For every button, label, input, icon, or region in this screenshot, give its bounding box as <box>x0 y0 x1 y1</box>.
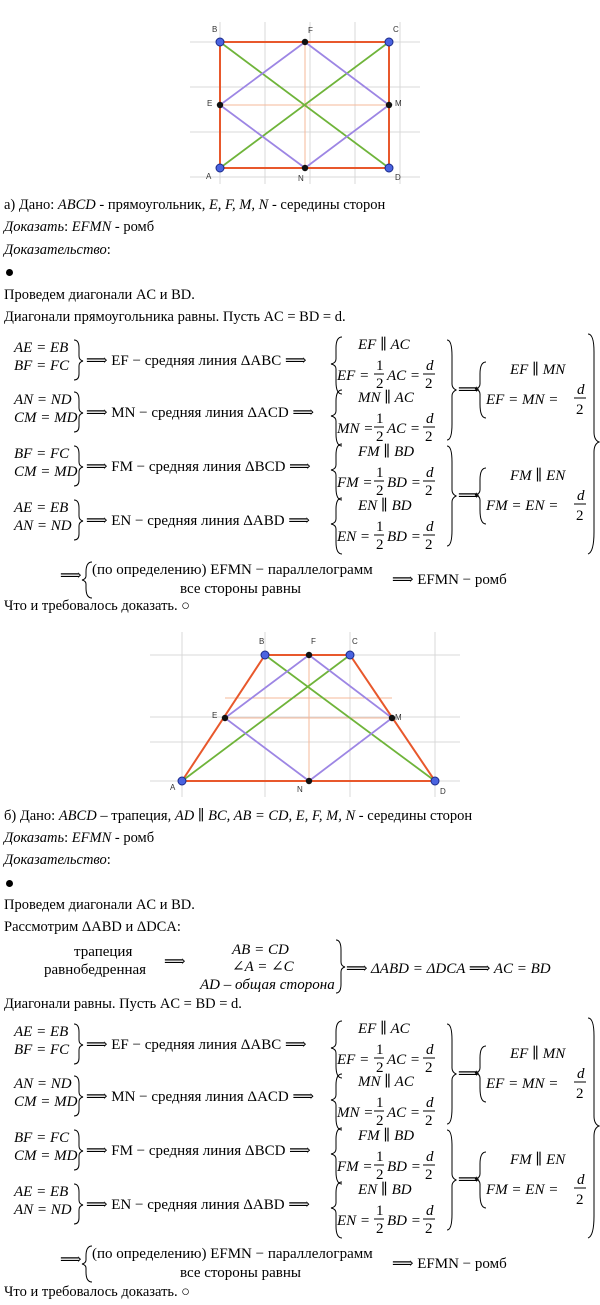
svg-text:⟹ EF − средняя линия ΔABC ⟹: ⟹ EF − средняя линия ΔABC ⟹ <box>86 353 307 369</box>
label-m: M <box>395 99 402 108</box>
svg-text:BF = FC: BF = FC <box>14 1042 70 1058</box>
svg-text:1: 1 <box>376 411 384 427</box>
svg-text:BF = FC: BF = FC <box>14 446 70 462</box>
svg-text:d: d <box>426 358 434 374</box>
svg-text:⟹ EFMN − ромб: ⟹ EFMN − ромб <box>392 1256 507 1272</box>
proof-label-a: Доказательство: <box>4 242 111 258</box>
label-d2: D <box>440 787 446 796</box>
svg-text:все стороны равны: все стороны равны <box>180 1265 301 1281</box>
svg-text:MN ∥ AC: MN ∥ AC <box>358 1074 414 1090</box>
svg-text:EN =: EN = <box>337 529 371 545</box>
svg-text:AN = ND: AN = ND <box>14 392 72 408</box>
svg-text:2: 2 <box>425 1113 433 1129</box>
svg-text:2: 2 <box>576 508 584 524</box>
svg-text:BF = FC: BF = FC <box>14 1130 70 1146</box>
bullet-a <box>6 269 13 276</box>
svg-text:FM ∥ EN: FM ∥ EN <box>510 468 566 484</box>
svg-text:EN =: EN = <box>337 1213 371 1229</box>
svg-text:2: 2 <box>576 402 584 418</box>
step1-a: Проведем диагонали AC и BD. <box>4 287 195 303</box>
svg-text:d: d <box>426 411 434 427</box>
svg-text:EF =: EF = <box>337 368 370 384</box>
svg-text:1: 1 <box>376 465 384 481</box>
svg-text:FM ∥ BD: FM ∥ BD <box>358 1128 415 1144</box>
svg-text:MN =: MN = <box>337 1105 374 1121</box>
label-a2: A <box>170 783 176 792</box>
svg-text:AC =: AC = <box>387 1105 421 1121</box>
trapezoid-congruence <box>0 938 600 996</box>
svg-text:d: d <box>426 519 434 535</box>
svg-text:все стороны равны: все стороны равны <box>180 581 301 597</box>
svg-text:d: d <box>577 382 585 398</box>
svg-text:BD =: BD = <box>387 529 421 545</box>
svg-text:2: 2 <box>425 429 433 445</box>
svg-text:d: d <box>426 1042 434 1058</box>
step2-a: Диагонали прямоугольника равны. Пусть AC = BD = d. <box>4 309 346 325</box>
svg-text:(по определению) EFMN − парал: (по определению) EFMN − параллелограмм <box>92 562 373 578</box>
svg-text:FM ∥ EN: FM ∥ EN <box>510 1152 566 1168</box>
svg-text:2: 2 <box>576 1086 584 1102</box>
svg-text:CM = MD: CM = MD <box>14 1094 78 1110</box>
svg-text:BD =: BD = <box>387 475 421 491</box>
svg-text:AE = EB: AE = EB <box>14 500 69 516</box>
label-c: C <box>393 25 399 34</box>
given-a: а) Дано: ABCD - прямоугольник, E, F, M, N - середины сторон <box>4 197 386 213</box>
svg-text:d: d <box>577 488 585 504</box>
svg-text:AN = ND: AN = ND <box>14 1202 72 1218</box>
svg-text:EF ∥ MN: EF ∥ MN <box>510 1046 566 1062</box>
svg-text:BD =: BD = <box>387 1213 421 1229</box>
svg-text:2: 2 <box>576 1192 584 1208</box>
done-a: Что и требовалось доказать. ○ <box>4 598 191 614</box>
svg-text:EN ∥ BD: EN ∥ BD <box>358 498 412 514</box>
svg-text:2: 2 <box>376 483 384 499</box>
svg-text:2: 2 <box>376 1167 384 1183</box>
svg-text:2: 2 <box>376 1221 384 1237</box>
svg-text:d: d <box>426 1203 434 1219</box>
svg-text:MN =: MN = <box>337 421 374 437</box>
svg-text:EF ∥ AC: EF ∥ AC <box>358 1021 410 1037</box>
proof-block-a <box>0 332 600 622</box>
label-b: B <box>212 25 218 34</box>
given-b: б) Дано: ABCD – трапеция, AD ∥ BC, AB = CD, E, F, M, N - середины сторон <box>4 808 473 824</box>
svg-text:CM = MD: CM = MD <box>14 410 78 426</box>
svg-text:AC =: AC = <box>387 368 421 384</box>
svg-text:d: d <box>426 1149 434 1165</box>
svg-text:FM =: FM = <box>337 1159 373 1175</box>
prove-b: Доказать: EFMN - ромб <box>4 830 155 846</box>
svg-text:AE = EB: AE = EB <box>14 1024 69 1040</box>
svg-text:d: d <box>426 1095 434 1111</box>
svg-text:FM = EN =: FM = EN = <box>486 498 559 514</box>
svg-text:1: 1 <box>376 1042 384 1058</box>
svg-text:EF ∥ MN: EF ∥ MN <box>510 362 566 378</box>
svg-text:FM =: FM = <box>337 475 373 491</box>
label-a: A <box>206 172 212 181</box>
label-f2: F <box>311 637 316 646</box>
svg-text:⟹ EN − средняя линия ΔABD ⟹: ⟹ EN − средняя линия ΔABD ⟹ <box>86 1197 310 1213</box>
svg-text:⟹: ⟹ <box>164 954 186 970</box>
svg-text:⟹: ⟹ <box>458 1066 480 1082</box>
svg-text:(по определению) EFMN − парал: (по определению) EFMN − параллелограмм <box>92 1246 373 1262</box>
label-m2: M <box>395 713 402 722</box>
svg-text:2: 2 <box>425 483 433 499</box>
svg-text:2: 2 <box>376 1113 384 1129</box>
step2-b: Рассмотрим ΔABD и ΔDCA: <box>4 919 181 935</box>
svg-text:1: 1 <box>376 1203 384 1219</box>
svg-text:∠A = ∠C: ∠A = ∠C <box>232 959 294 975</box>
svg-text:2: 2 <box>425 1221 433 1237</box>
svg-text:EF = MN =: EF = MN = <box>486 1076 559 1092</box>
svg-text:⟹ MN − средняя линия ΔACD ⟹: ⟹ MN − средняя линия ΔACD ⟹ <box>86 1089 314 1105</box>
svg-text:EF =: EF = <box>337 1052 370 1068</box>
svg-text:⟹ FM − средняя линия ΔBCD ⟹: ⟹ FM − средняя линия ΔBCD ⟹ <box>86 459 311 475</box>
svg-text:AN = ND: AN = ND <box>14 1076 72 1092</box>
svg-text:2: 2 <box>376 537 384 553</box>
svg-text:⟹ ΔABD = ΔDCA ⟹ AC = BD: ⟹ ΔABD = ΔDCA ⟹ AC = BD <box>346 961 551 977</box>
done-b: Что и требовалось доказать. ○ <box>4 1284 191 1300</box>
svg-text:AE = EB: AE = EB <box>14 1184 69 1200</box>
svg-text:CM = MD: CM = MD <box>14 464 78 480</box>
figure-rectangle <box>190 22 420 184</box>
svg-text:трапеция: трапеция <box>74 944 133 960</box>
svg-text:1: 1 <box>376 519 384 535</box>
label-n2: N <box>297 785 303 794</box>
label-e2: E <box>212 711 218 720</box>
svg-text:1: 1 <box>376 1095 384 1111</box>
svg-text:FM = EN =: FM = EN = <box>486 1182 559 1198</box>
proof-block-b <box>0 1016 600 1286</box>
svg-text:CM = MD: CM = MD <box>14 1148 78 1164</box>
label-d: D <box>395 173 401 182</box>
label-b2: B <box>259 637 265 646</box>
svg-text:AE = EB: AE = EB <box>14 340 69 356</box>
prove-a: Доказать: EFMN - ромб <box>4 219 155 235</box>
svg-text:2: 2 <box>376 429 384 445</box>
svg-text:⟹ EF − средняя линия ΔABC ⟹: ⟹ EF − средняя линия ΔABC ⟹ <box>86 1037 307 1053</box>
svg-text:⟹: ⟹ <box>458 382 480 398</box>
svg-text:⟹ MN − средняя линия ΔACD ⟹: ⟹ MN − средняя линия ΔACD ⟹ <box>86 405 314 421</box>
figure-trapezoid <box>150 632 460 797</box>
svg-text:2: 2 <box>425 537 433 553</box>
svg-text:d: d <box>577 1066 585 1082</box>
svg-text:1: 1 <box>376 1149 384 1165</box>
proof-label-b: Доказательство: <box>4 852 111 868</box>
step3-b: Диагонали равны. Пусть AC = BD = d. <box>4 996 242 1012</box>
bullet-b <box>6 880 13 887</box>
svg-text:BF = FC: BF = FC <box>14 358 70 374</box>
svg-text:⟹: ⟹ <box>60 1252 82 1268</box>
label-c2: C <box>352 637 358 646</box>
svg-text:⟹ FM − средняя линия ΔBCD ⟹: ⟹ FM − средняя линия ΔBCD ⟹ <box>86 1143 311 1159</box>
svg-text:2: 2 <box>376 376 384 392</box>
svg-text:⟹ EFMN − ромб: ⟹ EFMN − ромб <box>392 572 507 588</box>
svg-text:EF = MN =: EF = MN = <box>486 392 559 408</box>
svg-text:EN ∥ BD: EN ∥ BD <box>358 1182 412 1198</box>
svg-text:AD – общая сторона: AD – общая сторона <box>200 977 335 993</box>
svg-text:2: 2 <box>376 1060 384 1076</box>
label-n: N <box>298 174 304 183</box>
svg-text:2: 2 <box>425 1167 433 1183</box>
svg-text:⟹: ⟹ <box>458 488 480 504</box>
svg-text:d: d <box>577 1172 585 1188</box>
svg-text:AC =: AC = <box>387 1052 421 1068</box>
svg-text:FM ∥ BD: FM ∥ BD <box>358 444 415 460</box>
svg-text:AB = CD: AB = CD <box>232 942 289 958</box>
step1-b: Проведем диагонали AC и BD. <box>4 897 195 913</box>
svg-text:EF ∥ AC: EF ∥ AC <box>358 337 410 353</box>
svg-text:d: d <box>426 465 434 481</box>
svg-text:⟹: ⟹ <box>458 1172 480 1188</box>
svg-text:⟹: ⟹ <box>60 568 82 584</box>
svg-text:⟹ EN − средняя линия ΔABD ⟹: ⟹ EN − средняя линия ΔABD ⟹ <box>86 513 310 529</box>
svg-text:AC =: AC = <box>387 421 421 437</box>
svg-text:равнобедренная: равнобедренная <box>44 962 147 978</box>
svg-text:MN ∥ AC: MN ∥ AC <box>358 390 414 406</box>
svg-text:AN = ND: AN = ND <box>14 518 72 534</box>
svg-text:2: 2 <box>425 376 433 392</box>
svg-text:BD =: BD = <box>387 1159 421 1175</box>
label-e: E <box>207 99 213 108</box>
svg-text:1: 1 <box>376 358 384 374</box>
label-f: F <box>308 26 313 35</box>
svg-text:2: 2 <box>425 1060 433 1076</box>
